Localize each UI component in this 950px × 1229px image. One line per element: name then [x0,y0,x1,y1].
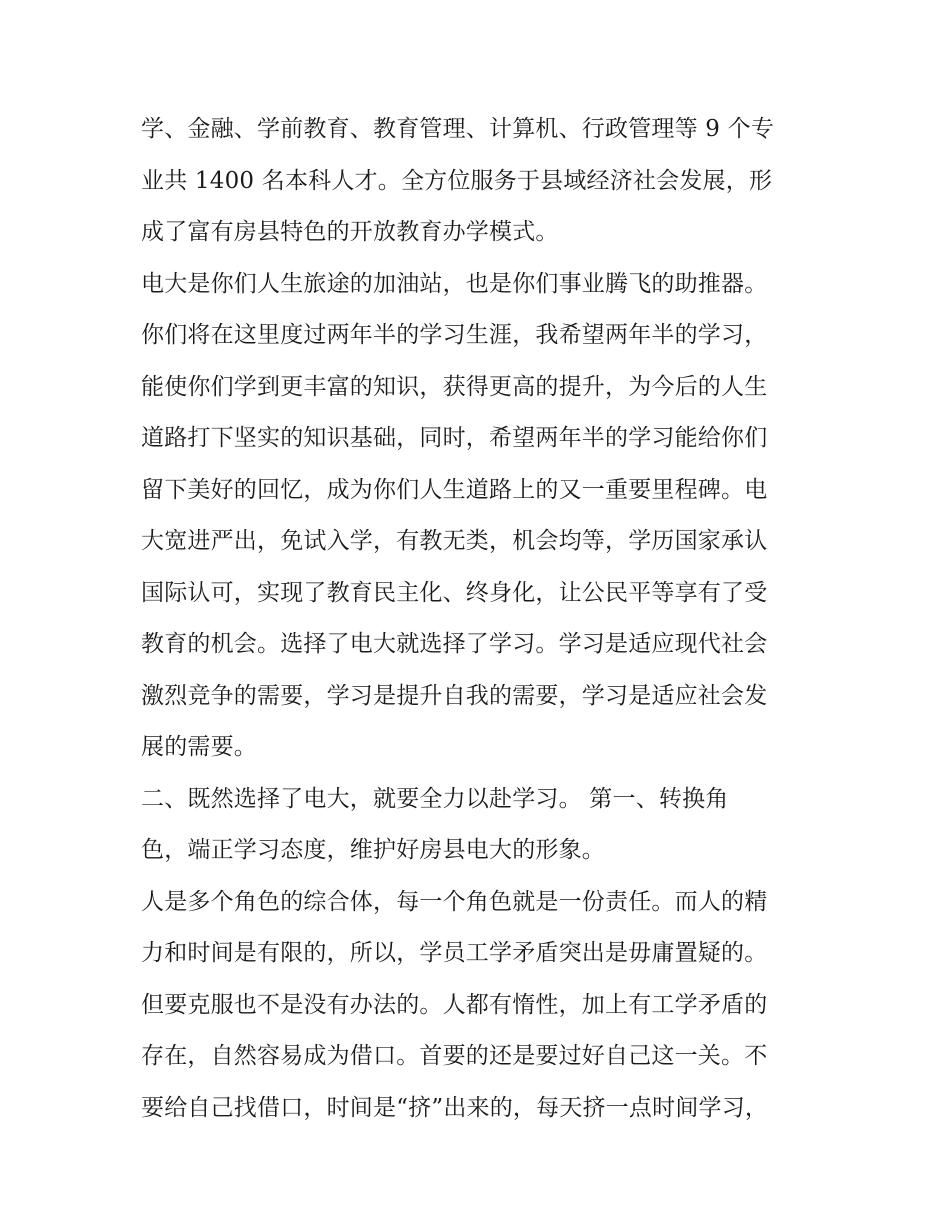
text-line: 教育的机会。选择了电大就选择了学习。学习是适应现代社会 [141,631,768,657]
text-line: 你们将在这里度过两年半的学习生涯，我希望两年半的学习， [141,322,768,348]
body-text [141,104,821,1134]
text-line: 道路打下坚实的知识基础，同时，希望两年半的学习能给你们 [141,425,768,451]
text-line: 人是多个角色的综合体，每一个角色就是一份责任。而人的精 [141,888,768,915]
text-line: 业共 1400 名本科人才。全方位服务于县域经济社会发展，形 [141,167,773,194]
text-line: 大宽进严出，免试入学，有教无类，机会均等，学历国家承认 [141,528,768,554]
text-line: 但要克服也不是没有办法的。人都有惰性，加上有工学矛盾的 [141,991,768,1018]
text-line: 存在，自然容易成为借口。首要的还是要过好自己这一关。不 [141,1043,768,1069]
text-line: 要给自己找借口，时间是“挤”出来的，每天挤一点时间学习， [141,1094,769,1121]
text-line: 二、既然选择了电大，就要全力以赴学习。 第一、转换角 [141,785,729,812]
text-line: 力和时间是有限的，所以，学员工学矛盾突出是毋庸置疑的。 [141,940,768,966]
text-line: 电大是你们人生旅途的加油站，也是你们事业腾飞的助推器。 [141,270,768,297]
text-line: 激烈竞争的需要，学习是提升自我的需要，学习是适应社会发 [141,682,768,709]
text-line: 留下美好的回忆，成为你们人生道路上的又一重要里程碑。电 [141,476,768,503]
text-line: 成了富有房县特色的开放教育办学模式。 [141,219,559,245]
text-line: 色，端正学习态度，维护好房县电大的形象。 [141,837,605,863]
text-line: 国际认可，实现了教育民主化、终身化，让公民平等享有了受 [141,579,768,606]
text-line: 能使你们学到更丰富的知识，获得更高的提升，为今后的人生 [141,373,768,400]
text-line: 展的需要。 [141,734,257,760]
text-line: 学、金融、学前教育、教育管理、计算机、行政管理等 9 个专 [141,116,775,142]
